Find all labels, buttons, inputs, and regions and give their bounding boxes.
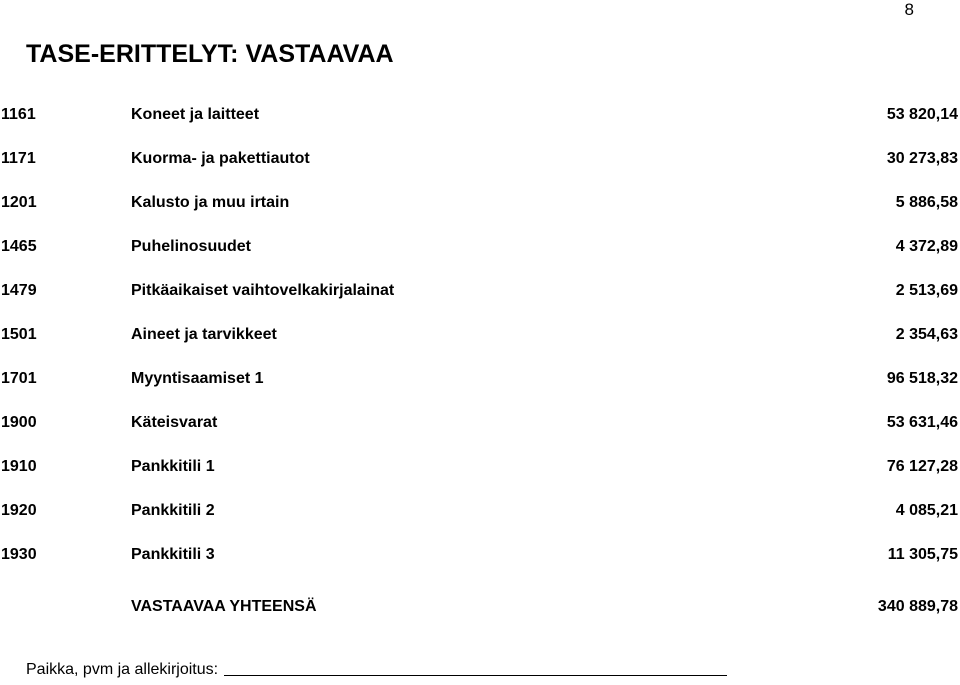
ledger-row: [0, 144, 960, 188]
account-name: Pankkitili 3: [131, 546, 215, 563]
account-number: 1201: [1, 194, 37, 211]
account-name: Pitkäaikaiset vaihtovelkakirjalainat: [131, 282, 395, 299]
account-number: 1930: [1, 546, 37, 563]
account-number: 1171: [1, 150, 36, 167]
account-amount: 2 513,69: [895, 282, 958, 299]
account-amount: 5 886,58: [895, 194, 958, 211]
ledger-row: [0, 540, 960, 584]
account-name: Koneet ja laitteet: [131, 106, 260, 123]
total-amount: 340 889,78: [877, 598, 958, 615]
ledger-table: [0, 100, 960, 584]
ledger-row: [0, 232, 960, 276]
ledger-row: [0, 452, 960, 496]
account-name: Pankkitili 2: [131, 502, 215, 519]
account-number: 1161: [1, 106, 36, 123]
signature-field: [26, 661, 727, 679]
ledger-row: [0, 188, 960, 232]
ledger-row: [0, 100, 960, 144]
page-number: 8: [904, 0, 914, 19]
account-amount: 2 354,63: [895, 326, 958, 343]
account-number: 1465: [1, 238, 37, 255]
account-amount: 4 372,89: [895, 238, 958, 255]
account-amount: 30 273,83: [886, 150, 958, 167]
account-name: Pankkitili 1: [131, 458, 215, 475]
ledger-row: [0, 408, 960, 452]
signature-label: Paikka, pvm ja allekirjoitus:: [26, 661, 219, 678]
account-name: Kuorma- ja pakettiautot: [131, 150, 310, 167]
account-number: 1701: [1, 370, 37, 387]
account-number: 1920: [1, 502, 37, 519]
ledger-row: [0, 364, 960, 408]
account-number: 1910: [1, 458, 37, 475]
account-amount: 53 820,14: [886, 106, 958, 123]
ledger-row: [0, 496, 960, 540]
account-number: 1479: [1, 282, 37, 299]
account-name: Puhelinosuudet: [131, 238, 251, 255]
account-name: Käteisvarat: [131, 414, 218, 431]
ledger-row: [0, 276, 960, 320]
account-name: Kalusto ja muu irtain: [131, 194, 290, 211]
document-title: TASE-ERITTELYT: VASTAAVAA: [26, 40, 394, 68]
account-amount: 11 305,75: [887, 546, 958, 563]
total-label: VASTAAVAA YHTEENSÄ: [131, 598, 317, 615]
signature-line[interactable]: [224, 674, 727, 676]
account-number: 1900: [1, 414, 37, 431]
account-amount: 96 518,32: [886, 370, 958, 387]
account-name: Myyntisaamiset 1: [131, 370, 264, 387]
total-row: [0, 593, 960, 623]
account-amount: 4 085,21: [895, 502, 958, 519]
ledger-row: [0, 320, 960, 364]
account-amount: 76 127,28: [886, 458, 958, 475]
account-amount: 53 631,46: [886, 414, 958, 431]
account-name: Aineet ja tarvikkeet: [131, 326, 277, 343]
account-number: 1501: [1, 326, 37, 343]
